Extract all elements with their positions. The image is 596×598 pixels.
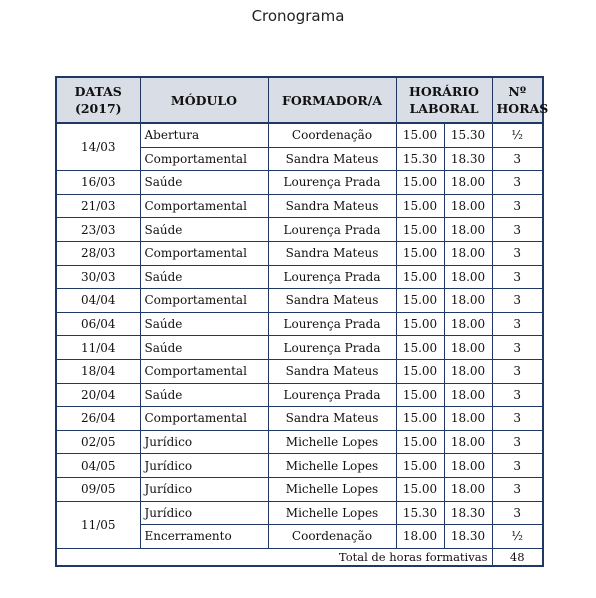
table-row bbox=[56, 454, 543, 478]
end-time-cell: 18.00 bbox=[444, 430, 492, 454]
hours-cell: 3 bbox=[492, 194, 543, 218]
end-time-cell: 18.00 bbox=[444, 171, 492, 195]
date-cell: 23/03 bbox=[56, 218, 140, 242]
end-time-cell: 18.00 bbox=[444, 383, 492, 407]
formador-cell: Michelle Lopes bbox=[268, 430, 396, 454]
formador-cell: Sandra Mateus bbox=[268, 147, 396, 171]
modulo-cell: Abertura bbox=[140, 123, 268, 147]
formador-cell: Lourença Prada bbox=[268, 265, 396, 289]
table-row bbox=[56, 312, 543, 336]
date-cell: 18/04 bbox=[56, 359, 140, 383]
start-time-cell: 15.00 bbox=[396, 430, 444, 454]
date-cell: 04/05 bbox=[56, 454, 140, 478]
table-row bbox=[56, 383, 543, 407]
modulo-cell: Jurídico bbox=[140, 430, 268, 454]
hours-cell: 3 bbox=[492, 265, 543, 289]
start-time-cell: 15.00 bbox=[396, 218, 444, 242]
formador-cell: Lourença Prada bbox=[268, 171, 396, 195]
modulo-cell: Comportamental bbox=[140, 289, 268, 313]
formador-cell: Michelle Lopes bbox=[268, 477, 396, 501]
table-header-row bbox=[56, 77, 543, 123]
formador-cell: Sandra Mateus bbox=[268, 241, 396, 265]
end-time-cell: 18.00 bbox=[444, 454, 492, 478]
date-cell: 14/03 bbox=[56, 123, 140, 171]
hours-cell: 3 bbox=[492, 336, 543, 360]
table-row bbox=[56, 265, 543, 289]
formador-cell: Sandra Mateus bbox=[268, 194, 396, 218]
total-label: Total de horas formativas bbox=[56, 548, 492, 566]
hours-cell: 3 bbox=[492, 241, 543, 265]
table-row bbox=[56, 501, 543, 525]
modulo-cell: Jurídico bbox=[140, 501, 268, 525]
total-value: 48 bbox=[492, 548, 543, 566]
header-formador: FORMADOR/A bbox=[268, 77, 396, 123]
start-time-cell: 15.00 bbox=[396, 407, 444, 431]
modulo-cell: Saúde bbox=[140, 265, 268, 289]
hours-cell: 3 bbox=[492, 477, 543, 501]
date-cell: 30/03 bbox=[56, 265, 140, 289]
table-row bbox=[56, 289, 543, 313]
table-row bbox=[56, 336, 543, 360]
modulo-cell: Encerramento bbox=[140, 525, 268, 549]
date-cell: 11/05 bbox=[56, 501, 140, 548]
header-modulo: MÓDULO bbox=[140, 77, 268, 123]
date-cell: 21/03 bbox=[56, 194, 140, 218]
table-row bbox=[56, 430, 543, 454]
end-time-cell: 18.00 bbox=[444, 407, 492, 431]
start-time-cell: 15.30 bbox=[396, 501, 444, 525]
start-time-cell: 15.00 bbox=[396, 454, 444, 478]
table-row bbox=[56, 218, 543, 242]
start-time-cell: 15.30 bbox=[396, 147, 444, 171]
formador-cell: Lourença Prada bbox=[268, 218, 396, 242]
end-time-cell: 18.00 bbox=[444, 218, 492, 242]
table-row bbox=[56, 359, 543, 383]
formador-cell: Coordenação bbox=[268, 123, 396, 147]
hours-cell: 3 bbox=[492, 289, 543, 313]
end-time-cell: 18.00 bbox=[444, 312, 492, 336]
header-datas: DATAS (2017) bbox=[56, 77, 140, 123]
formador-cell: Sandra Mateus bbox=[268, 359, 396, 383]
table-row bbox=[56, 477, 543, 501]
hours-cell: ½ bbox=[492, 525, 543, 549]
start-time-cell: 15.00 bbox=[396, 194, 444, 218]
start-time-cell: 15.00 bbox=[396, 171, 444, 195]
start-time-cell: 15.00 bbox=[396, 123, 444, 147]
hours-cell: 3 bbox=[492, 383, 543, 407]
date-cell: 16/03 bbox=[56, 171, 140, 195]
end-time-cell: 18.00 bbox=[444, 477, 492, 501]
header-horario: HORÁRIO LABORAL bbox=[396, 77, 492, 123]
start-time-cell: 18.00 bbox=[396, 525, 444, 549]
start-time-cell: 15.00 bbox=[396, 241, 444, 265]
date-cell: 09/05 bbox=[56, 477, 140, 501]
start-time-cell: 15.00 bbox=[396, 265, 444, 289]
modulo-cell: Comportamental bbox=[140, 194, 268, 218]
end-time-cell: 18.30 bbox=[444, 525, 492, 549]
formador-cell: Lourença Prada bbox=[268, 312, 396, 336]
formador-cell: Sandra Mateus bbox=[268, 407, 396, 431]
hours-cell: 3 bbox=[492, 312, 543, 336]
formador-cell: Michelle Lopes bbox=[268, 454, 396, 478]
end-time-cell: 18.30 bbox=[444, 501, 492, 525]
hours-cell: 3 bbox=[492, 407, 543, 431]
modulo-cell: Jurídico bbox=[140, 477, 268, 501]
formador-cell: Lourença Prada bbox=[268, 336, 396, 360]
start-time-cell: 15.00 bbox=[396, 289, 444, 313]
modulo-cell: Comportamental bbox=[140, 359, 268, 383]
start-time-cell: 15.00 bbox=[396, 312, 444, 336]
table-row bbox=[56, 407, 543, 431]
modulo-cell: Saúde bbox=[140, 336, 268, 360]
end-time-cell: 18.00 bbox=[444, 194, 492, 218]
hours-cell: ½ bbox=[492, 123, 543, 147]
hours-cell: 3 bbox=[492, 147, 543, 171]
modulo-cell: Saúde bbox=[140, 171, 268, 195]
end-time-cell: 18.00 bbox=[444, 336, 492, 360]
date-cell: 11/04 bbox=[56, 336, 140, 360]
modulo-cell: Saúde bbox=[140, 218, 268, 242]
hours-cell: 3 bbox=[492, 359, 543, 383]
table-row bbox=[56, 171, 543, 195]
date-cell: 02/05 bbox=[56, 430, 140, 454]
end-time-cell: 18.00 bbox=[444, 359, 492, 383]
schedule-body bbox=[56, 123, 543, 566]
formador-cell: Lourença Prada bbox=[268, 383, 396, 407]
date-cell: 06/04 bbox=[56, 312, 140, 336]
hours-cell: 3 bbox=[492, 454, 543, 478]
table-row bbox=[56, 123, 543, 147]
schedule-table bbox=[55, 76, 549, 567]
start-time-cell: 15.00 bbox=[396, 336, 444, 360]
start-time-cell: 15.00 bbox=[396, 383, 444, 407]
date-cell: 20/04 bbox=[56, 383, 140, 407]
table-row bbox=[56, 241, 543, 265]
modulo-cell: Comportamental bbox=[140, 407, 268, 431]
table-row bbox=[56, 194, 543, 218]
start-time-cell: 15.00 bbox=[396, 359, 444, 383]
formador-cell: Sandra Mateus bbox=[268, 289, 396, 313]
end-time-cell: 18.30 bbox=[444, 147, 492, 171]
hours-cell: 3 bbox=[492, 430, 543, 454]
modulo-cell: Comportamental bbox=[140, 241, 268, 265]
total-row bbox=[56, 548, 543, 566]
header-horas: Nº HORAS bbox=[492, 77, 543, 123]
end-time-cell: 18.00 bbox=[444, 241, 492, 265]
end-time-cell: 15.30 bbox=[444, 123, 492, 147]
modulo-cell: Jurídico bbox=[140, 454, 268, 478]
modulo-cell: Comportamental bbox=[140, 147, 268, 171]
modulo-cell: Saúde bbox=[140, 383, 268, 407]
start-time-cell: 15.00 bbox=[396, 477, 444, 501]
formador-cell: Coordenação bbox=[268, 525, 396, 549]
date-cell: 26/04 bbox=[56, 407, 140, 431]
hours-cell: 3 bbox=[492, 171, 543, 195]
date-cell: 04/04 bbox=[56, 289, 140, 313]
end-time-cell: 18.00 bbox=[444, 289, 492, 313]
page-title: Cronograma bbox=[251, 7, 345, 25]
end-time-cell: 18.00 bbox=[444, 265, 492, 289]
modulo-cell: Saúde bbox=[140, 312, 268, 336]
date-cell: 28/03 bbox=[56, 241, 140, 265]
hours-cell: 3 bbox=[492, 501, 543, 525]
hours-cell: 3 bbox=[492, 218, 543, 242]
formador-cell: Michelle Lopes bbox=[268, 501, 396, 525]
